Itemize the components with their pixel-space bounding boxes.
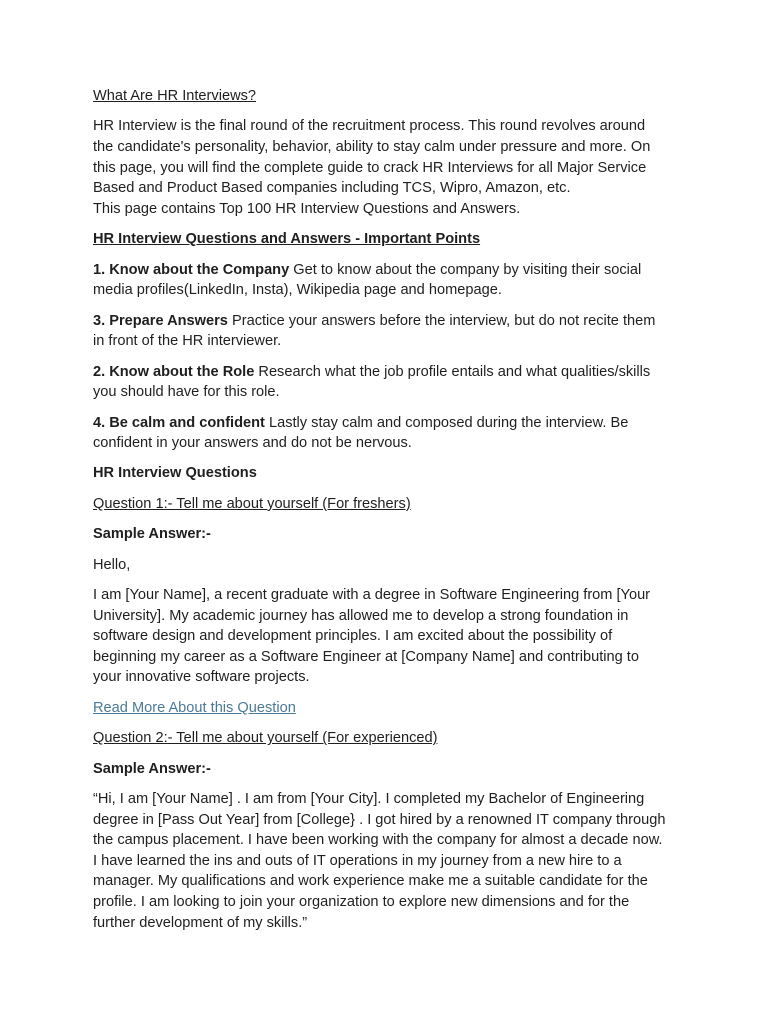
point-item — [93, 260, 669, 301]
point-text: Practice your answers before the interview, but do not recite them in front of the HR interviewer. — [93, 312, 656, 350]
points-heading — [93, 229, 669, 250]
page-heading-text: What Are HR Interviews? — [93, 88, 257, 104]
document-page — [93, 86, 669, 943]
question-2-title — [93, 728, 669, 749]
point-title: 1. Know about the Company — [93, 261, 290, 278]
question-1-greeting: Hello, — [93, 556, 131, 573]
question-1-answer: I am [Your Name], a recent graduate with a degree in Software Engineering from [Your University]. My academic journey has allowed me to develop a strong foundation in software design and development principles. I am excited about the possibility of beginning my career as a Software Engineer at [Company Name] and contributing to your innovative software projects. — [93, 587, 651, 686]
question-1-text: Question 1:- Tell me about yourself (For freshers) — [93, 495, 411, 512]
point-text: Lastly stay calm and composed during the interview. Be confident in your answers and do not be nervous. — [93, 414, 629, 452]
question-1-sample-label — [93, 524, 669, 545]
question-1-title — [93, 494, 669, 515]
point-item — [93, 362, 669, 403]
question-2-text: Question 2:- Tell me about yourself (For experienced) — [93, 730, 438, 747]
point-text: Research what the job profile entails and what qualities/skills you should have for this role. — [93, 363, 651, 401]
questions-heading-text: HR Interview Questions — [93, 465, 257, 482]
intro-line-2: This page contains Top 100 HR Interview Questions and Answers. — [93, 200, 521, 217]
intro-text: HR Interview is the final round of the recruitment process. This round revolves around the candidate's personality, behavior, ability to stay calm under pressure and more. On this page, you will find the complete guide to crack HR Interviews for all Major Service Based and Product Based companies including TCS, Wipro, Amazon, etc. — [93, 118, 651, 197]
read-more-paragraph — [93, 698, 669, 719]
point-item — [93, 311, 669, 352]
point-title: 2. Know about the Role — [93, 363, 255, 380]
point-item — [93, 413, 669, 454]
sample-answer-label: Sample Answer:- — [93, 760, 211, 777]
point-title: 4. Be calm and confident — [93, 414, 265, 431]
point-text: Get to know about the company by visiting their social media profiles(LinkedIn, Insta), Wikipedia page and homepage. — [93, 261, 642, 299]
sample-answer-label: Sample Answer:- — [93, 526, 211, 543]
question-2-answer: “Hi, I am [Your Name] . I am from [Your City]. I completed my Bachelor of Engineering degree in [Pass Out Year] from [College} . I got hired by a renowned IT company through the campus placement. I have been working with the company for almost a decade now. I have learned the ins and outs of IT operations in my journey from a new hire to a manager. My qualifications and work experience make me a suitable candidate for the profile. I am looking to join your organization to explore new dimensions and for the further development of my skills.” — [93, 790, 666, 931]
point-title: 3. Prepare Answers — [93, 312, 228, 329]
page-heading — [93, 86, 669, 107]
question-2-sample-label — [93, 759, 669, 780]
questions-heading — [93, 463, 669, 484]
intro-paragraph — [93, 116, 669, 219]
read-more-link[interactable]: Read More About this Question — [93, 699, 296, 716]
points-heading-text: HR Interview Questions and Answers - Important Points — [93, 231, 481, 248]
